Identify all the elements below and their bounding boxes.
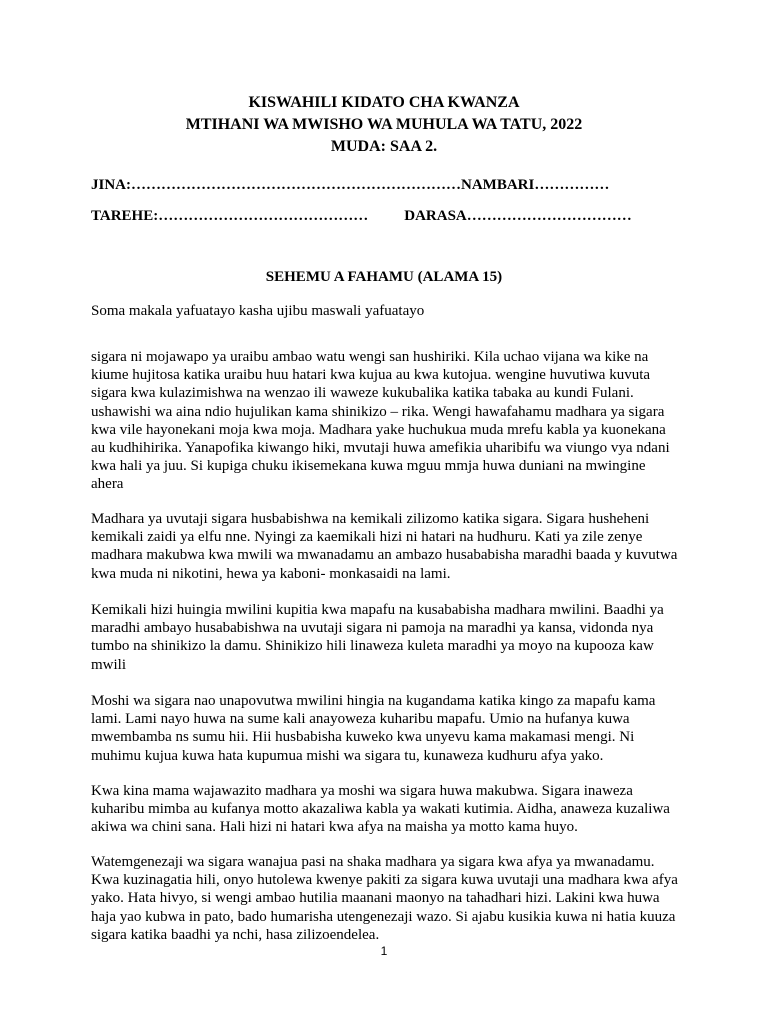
date-field: TAREHE:…………………………………… (91, 208, 369, 224)
passage-paragraph-3: Kemikali hizi huingia mwilini kupitia kwa mapafu na kusababisha madhara mwilini. Baadhi ya maradhi ambayo husababishwa na uvutaji sigara ni pamoja na maradhi ya kansa, vidonda nya tumbo na shinikizo la damu. Shinikizo hili linaweza kuleta maradhi ya moyo na kupooza kaw mwili (91, 602, 664, 673)
passage-paragraph-2: Madhara ya uvutaji sigara husbabishwa na kemikali zilizomo katika sigara. Sigara husheheni kemikali zaidi ya elfu nne. Nyingi za kaemikali hizi ni hatari na hudhuru. Kati ya zile zenye madhara makubwa kwa mwili wa mwanadamu an ambazo husababisha maradhi baada y kuvutwa kwa muda ni nikotini, hewa ya kaboni- monkasaidi na lami. (91, 511, 678, 582)
reading-instruction: Soma makala yafuatayo kasha ujibu maswali yafuatayo (91, 303, 425, 319)
section-heading: SEHEMU A FAHAMU (ALAMA 15) (265, 269, 503, 285)
passage-paragraph-6: Watemgenezaji wa sigara wanajua pasi na shaka madhara ya sigara kwa afya ya mwanadamu. Kwa kuzinagatia hili, onyo hutolewa kwenye pakiti za sigara kuwa uvutaji una madhara kwa afya yako. Hata hivyo, si wengi ambao hutilia maanani maonyo na tahadhari hizi. Lakini kwa huwa haja yao kubwa in pato, bado humarisha utengenezaji wazo. Si ajabu kusikia kuwa ni hatia kuuza sigara katika baadhi ya nchi, hasa zilizoendelea. (91, 854, 678, 943)
duration-title: MUDA: SAA 2. (330, 138, 438, 155)
subject-title: KISWAHILI KIDATO CHA KWANZA (248, 94, 520, 111)
exam-title: MTIHANI WA MWISHO WA MUHULA WA TATU, 2022 (185, 116, 583, 133)
name-number-field: JINA:…………………………………………………………NAMBARI…………… (91, 177, 610, 193)
passage-paragraph-5: Kwa kina mama wajawazito madhara ya moshi wa sigara huwa makubwa. Sigara inaweza kuharibu mimba au kufanya motto akazaliwa kabla ya wakati kutimia. Aidha, anaweza kuzaliwa akiwa wa chini sana. Hali hizi ni hatari kwa afya na maisha ya motto kama huyo. (91, 783, 670, 836)
class-field: DARASA…………………………… (404, 208, 632, 224)
passage-paragraph-4: Moshi wa sigara nao unapovutwa mwilini hingia na kugandama katika kingo za mapafu kama lami. Lami nayo huwa na sume kali anayoweza kuharibu mapafu. Umio na hufanya kuwa mwembamba ns sumu hii. Hii husbabisha kuweko kwa unyevu kama makamasi mengi. Ni muhimu kujua kuwa hata kupumua mishi wa sigara tu, kunaweza kudhuru afya yako. (91, 693, 656, 764)
page-number: 1 (380, 944, 388, 958)
passage-paragraph-1: sigara ni mojawapo ya uraibu ambao watu wengi san hushiriki. Kila uchao vijana wa kike na kiume hujitosa katika uraibu huu hatari kwa kujua au kwa kutojua. wengine huvutiwa kuvuta sigara kwa kulazimishwa na wenzao ili waweze kukubalika katika tabaka au kundi Fulani. ushawishi wa aina ndio hujulikan kama shinikizo – rika. Wengi hawafahamu madhara ya sigara kwa vile hayonekani moja kwa moja. Madhara yake huchukua muda mrefu kabla ya kuonekana au kudhihirika. Yanapofika kiwango hiki, mvutaji huwa amefikia uharibifu wa viungo vya ndani kwa hali ya juu. Si kupiga chuku ikisemekana kuwa mguu mmja huwa duniani na mwingine ahera (91, 349, 670, 493)
exam-title-block (0, 92, 768, 158)
date-class-field-row (91, 206, 632, 226)
